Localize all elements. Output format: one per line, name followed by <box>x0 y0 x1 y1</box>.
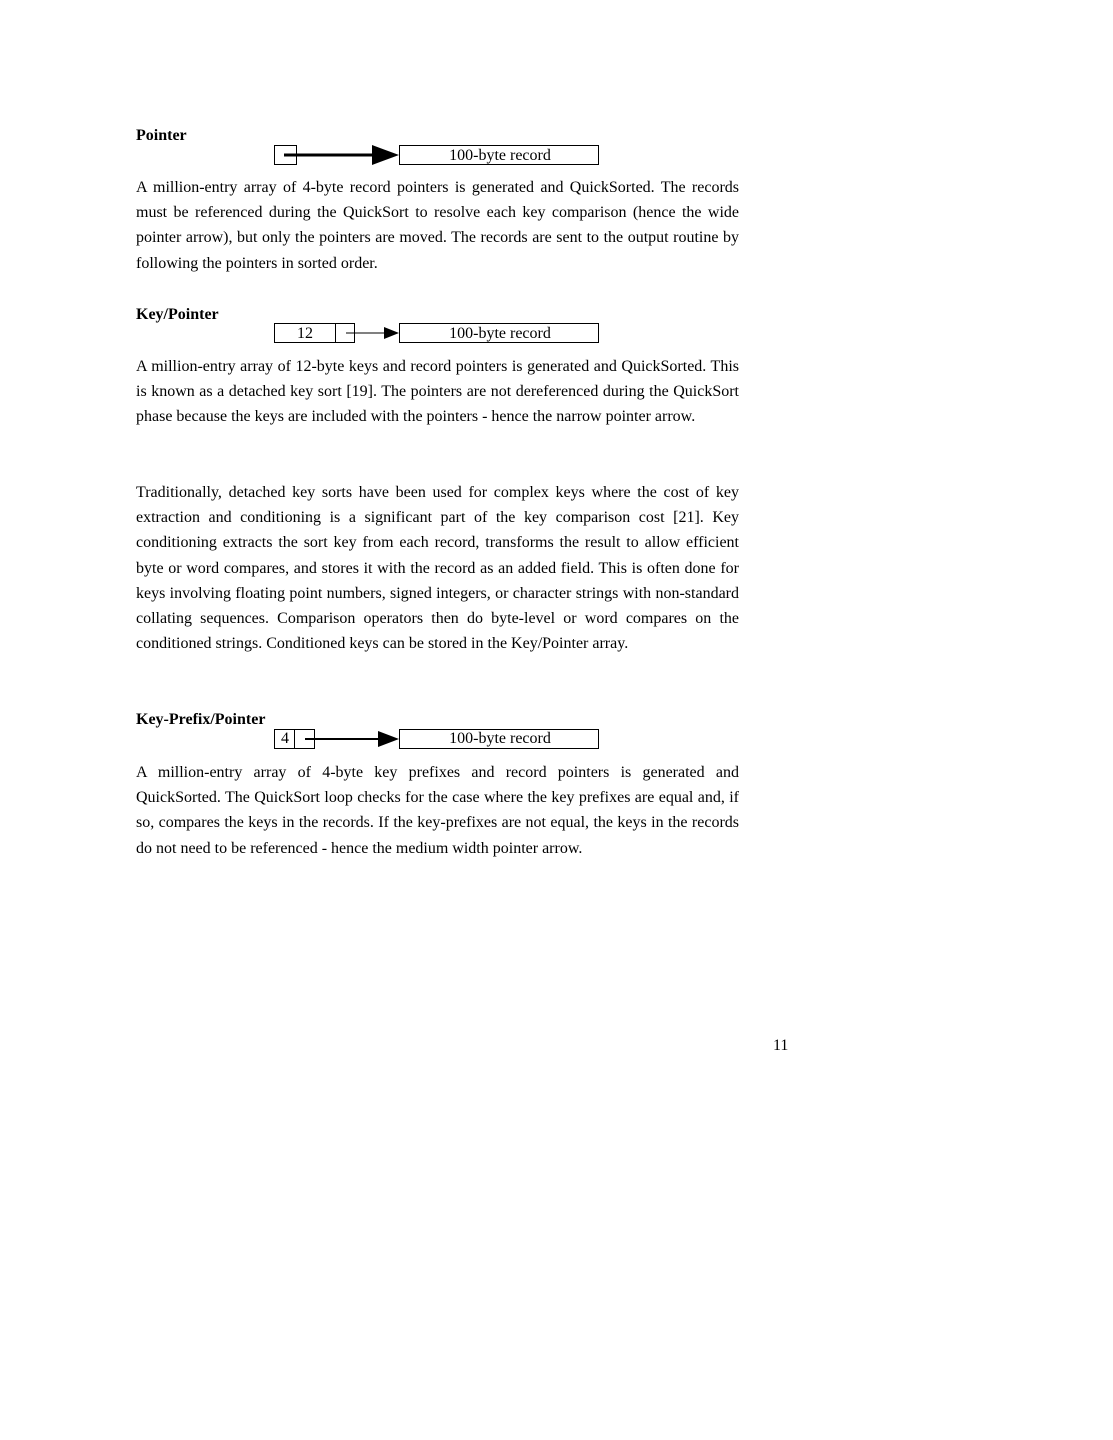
arrow-head <box>384 327 399 339</box>
key-label: 12 <box>297 325 313 342</box>
page-number: 11 <box>773 1037 789 1054</box>
key-cell <box>275 324 336 343</box>
section-heading-key-prefix-pointer: Key-Prefix/Pointer <box>136 711 266 728</box>
record-label: 100-byte record <box>449 147 551 164</box>
record-label: 100-byte record <box>449 325 551 342</box>
section-heading-key-pointer: Key/Pointer <box>136 306 219 323</box>
paragraph: A million-entry array of 4-byte key prefixes and record pointers is generated and QuickSorted. The QuickSort loop checks for the case where the key prefixes are equal and, if so, compares the keys in the records. If the key-prefixes are not equal, the keys in the records do not need to be referenced - hence the medium width pointer arrow. <box>136 764 739 857</box>
paragraph: A million-entry array of 12-byte keys and record pointers is generated and QuickSorted. This is known as a detached key sort [19]. The pointers are not dereferenced during the QuickSort phase because the keys are included with the pointers - hence the narrow pointer arrow. <box>136 358 739 426</box>
section-heading-pointer: Pointer <box>136 127 187 144</box>
paragraph: Traditionally, detached key sorts have been used for complex keys where the cost of key extraction and conditioning is a significant part of the key comparison cost [21]. Key conditioning extracts the sort key from each record, transforms the result to allow efficient byte or word compares, and stores it with the record as an added field. This is often done for keys involving floating point numbers, signed integers, or character strings with non-standard collating sequences. Comparison operators then do byte-level or word compares on the conditioned strings. Conditioned keys can be stored in the Key/Pointer array. <box>136 484 739 653</box>
record-label: 100-byte record <box>449 730 551 747</box>
arrow-head <box>372 145 399 165</box>
record-box <box>400 730 599 749</box>
key-prefix-label: 4 <box>281 730 289 747</box>
arrow-head <box>378 731 399 747</box>
key-prefix-cell <box>275 730 295 749</box>
pointer-cell <box>275 146 297 165</box>
record-box <box>400 324 599 343</box>
pointer-cell <box>295 730 315 749</box>
record-box <box>400 146 599 165</box>
pointer-cell <box>336 324 355 343</box>
paragraph: A million-entry array of 4-byte record pointers is generated and QuickSorted. The records must be referenced during the QuickSort to resolve each key comparison (hence the wide pointer arrow), but only the pointers are moved. The records are sent to the output routine by following the pointers in sorted order. <box>136 179 739 272</box>
